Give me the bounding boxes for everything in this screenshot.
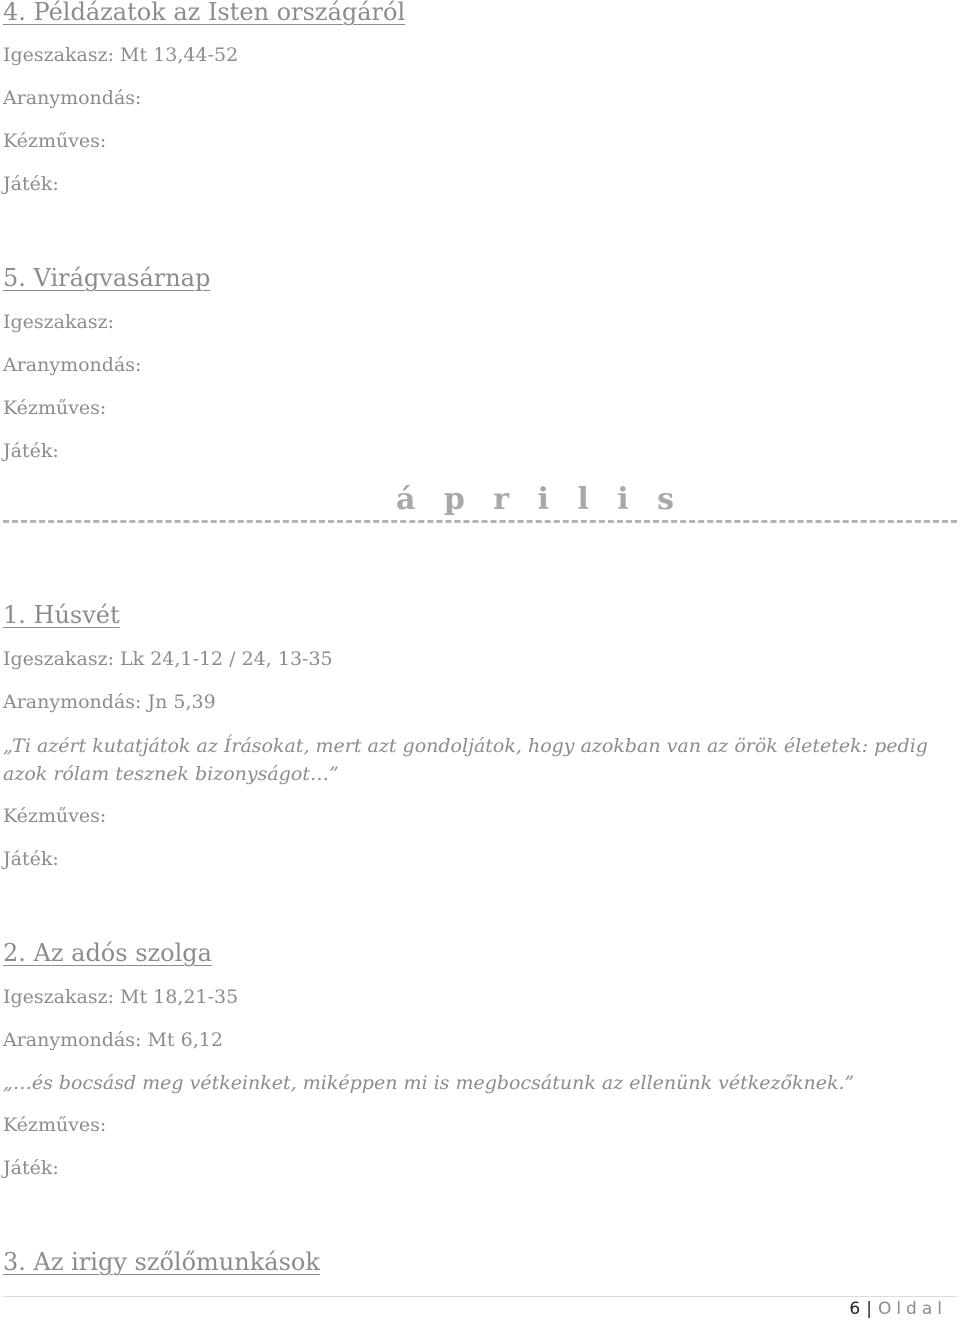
igeszakasz-line: Igeszakasz: Lk 24,1-12 / 24, 13-35 [3,648,333,670]
igeszakasz-line: Igeszakasz: [3,311,115,333]
page-footer [849,1299,947,1319]
jatek-line: Játék: [3,848,59,870]
section-title: 3. Az irigy szőlőmunkások [3,1248,320,1276]
igeszakasz-line: Igeszakasz: Mt 13,44-52 [3,44,239,66]
section-title: 5. Virágvasárnap [3,264,211,292]
kezmuves-line: Kézműves: [3,130,107,152]
footer-rule [3,1296,957,1297]
igeszakasz-line: Igeszakasz: Mt 18,21-35 [3,986,239,1008]
aranymondas-line: Aranymondás: [3,87,142,109]
section-title: 1. Húsvét [3,601,120,629]
jatek-line: Játék: [3,173,59,195]
footer-page-word: Oldal [877,1299,947,1319]
aranymondas-line: Aranymondás: Jn 5,39 [3,691,216,713]
jatek-line: Játék: [3,1157,59,1179]
section-title: 2. Az adós szolga [3,939,212,967]
aranymondas-line: Aranymondás: Mt 6,12 [3,1029,223,1051]
kezmuves-line: Kézműves: [3,805,107,827]
aranymondas-line: Aranymondás: [3,354,142,376]
kezmuves-line: Kézműves: [3,1114,107,1136]
jatek-line: Játék: [3,440,59,462]
month-divider-dashed-rule [3,520,957,523]
aranymondas-quote: „…és bocsásd meg vétkeinket, miképpen mi is megbocsátunk az ellenünk vétkezőknek.” [3,1072,855,1094]
footer-separator: | [866,1299,872,1319]
page-number: 6 [849,1299,861,1319]
section-title: 4. Példázatok az Isten országáról [3,0,406,26]
aranymondas-quote: „Ti azért kutatjátok az Írásokat, mert azt gondoljátok, hogy azokban van az örök életetek: pedig azok rólam tesznek bizonyságot…” [3,735,928,785]
month-divider-label: á p r i l i s [396,482,683,517]
kezmuves-line: Kézműves: [3,397,107,419]
